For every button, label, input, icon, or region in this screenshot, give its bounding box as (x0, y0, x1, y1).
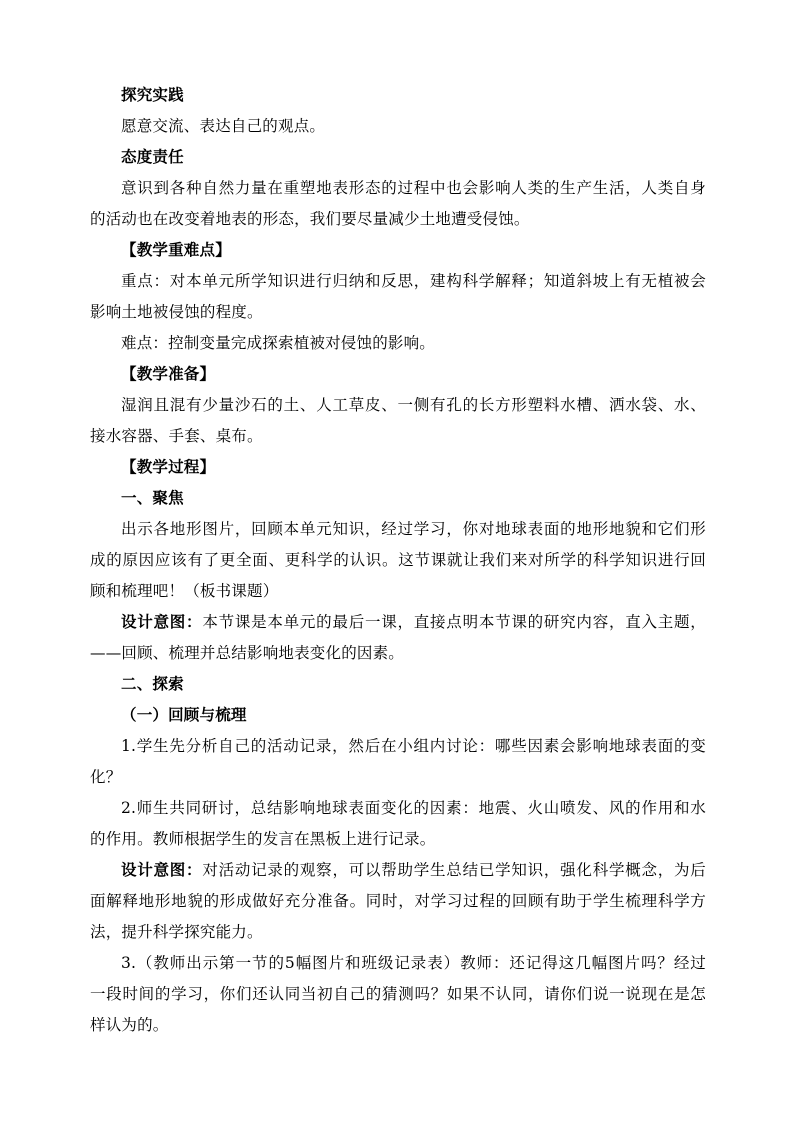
paragraph-line: 顾和梳理吧！（板书课题） (90, 582, 279, 600)
paragraph-line (90, 607, 706, 638)
paragraph-line: 面解释地形地貌的形成做好充分准备。同时，对学习过程的回顾有助于学生梳理科学方 (90, 892, 706, 910)
paragraph-line: 湿润且混有少量沙石的土、人工草皮、一侧有孔的长方形塑料水槽、洒水袋、水、 (121, 396, 706, 414)
section-heading: 一、聚焦 (121, 489, 184, 507)
paragraph-line: 3.（教师出示第一节的5幅图片和班级记录表）教师：还记得这几幅图片吗？经过 (121, 954, 706, 972)
paragraph-line: 2.师生共同研讨，总结影响地球表面变化的因素：地震、火山喷发、风的作用和水 (121, 799, 706, 817)
design-intent-label: 设计意图： (121, 613, 203, 631)
section-heading: 【教学重难点】 (121, 241, 231, 259)
paragraph-text: 对活动记录的观察，可以帮助学生总结已学知识，强化科学概念，为后 (202, 861, 706, 879)
section-heading: 【教学准备】 (121, 365, 216, 383)
paragraph-line: 一段时间的学习，你们还认同当初自己的猜测吗？如果不认同，请你们说一说现在是怎 (90, 985, 706, 1003)
paragraph-line: 化？ (90, 768, 122, 786)
paragraph-line: 意识到各种自然力量在重塑地表形态的过程中也会影响人类的生产生活，人类自身 (121, 179, 706, 197)
paragraph-line: 重点：对本单元所学知识进行归纳和反思，建构科学解释；知道斜坡上有无植被会 (121, 272, 706, 290)
section-heading: （一）回顾与梳理 (121, 706, 247, 724)
paragraph-line: 成的原因应该有了更全面、更科学的认识。这节课就让我们来对所学的科学知识进行回 (90, 551, 706, 569)
paragraph-line: ——回顾、梳理并总结影响地表变化的因素。 (90, 644, 405, 662)
paragraph-line: 法，提升科学探究能力。 (90, 923, 263, 941)
section-heading: 【教学过程】 (121, 458, 216, 476)
paragraph-line: 出示各地形图片，回顾本单元知识，经过学习，你对地球表面的地形地貌和它们形 (121, 520, 706, 538)
paragraph-line: 1.学生先分析自己的活动记录，然后在小组内讨论：哪些因素会影响地球表面的变 (121, 737, 706, 755)
paragraph-text: 本节课是本单元的最后一课，直接点明本节课的研究内容，直入主题， (202, 613, 706, 631)
paragraph-line: 的活动也在改变着地表的形态，我们要尽量减少土地遭受侵蚀。 (90, 210, 530, 228)
section-heading: 二、探索 (121, 675, 184, 693)
document-body (90, 80, 706, 1041)
section-heading: 态度责任 (121, 148, 184, 166)
paragraph-line: 难点：控制变量完成探索植被对侵蚀的影响。 (121, 334, 436, 352)
paragraph-line: 接水容器、手套、桌布。 (90, 427, 263, 445)
paragraph-line: 愿意交流、表达自己的观点。 (121, 117, 326, 135)
paragraph-line: 的作用。教师根据学生的发言在黑板上进行记录。 (90, 830, 436, 848)
paragraph-line: 影响土地被侵蚀的程度。 (90, 303, 263, 321)
paragraph-line: 样认为的。 (90, 1016, 169, 1034)
section-heading: 探究实践 (121, 86, 184, 104)
paragraph-line (90, 855, 706, 886)
design-intent-label: 设计意图： (121, 861, 203, 879)
